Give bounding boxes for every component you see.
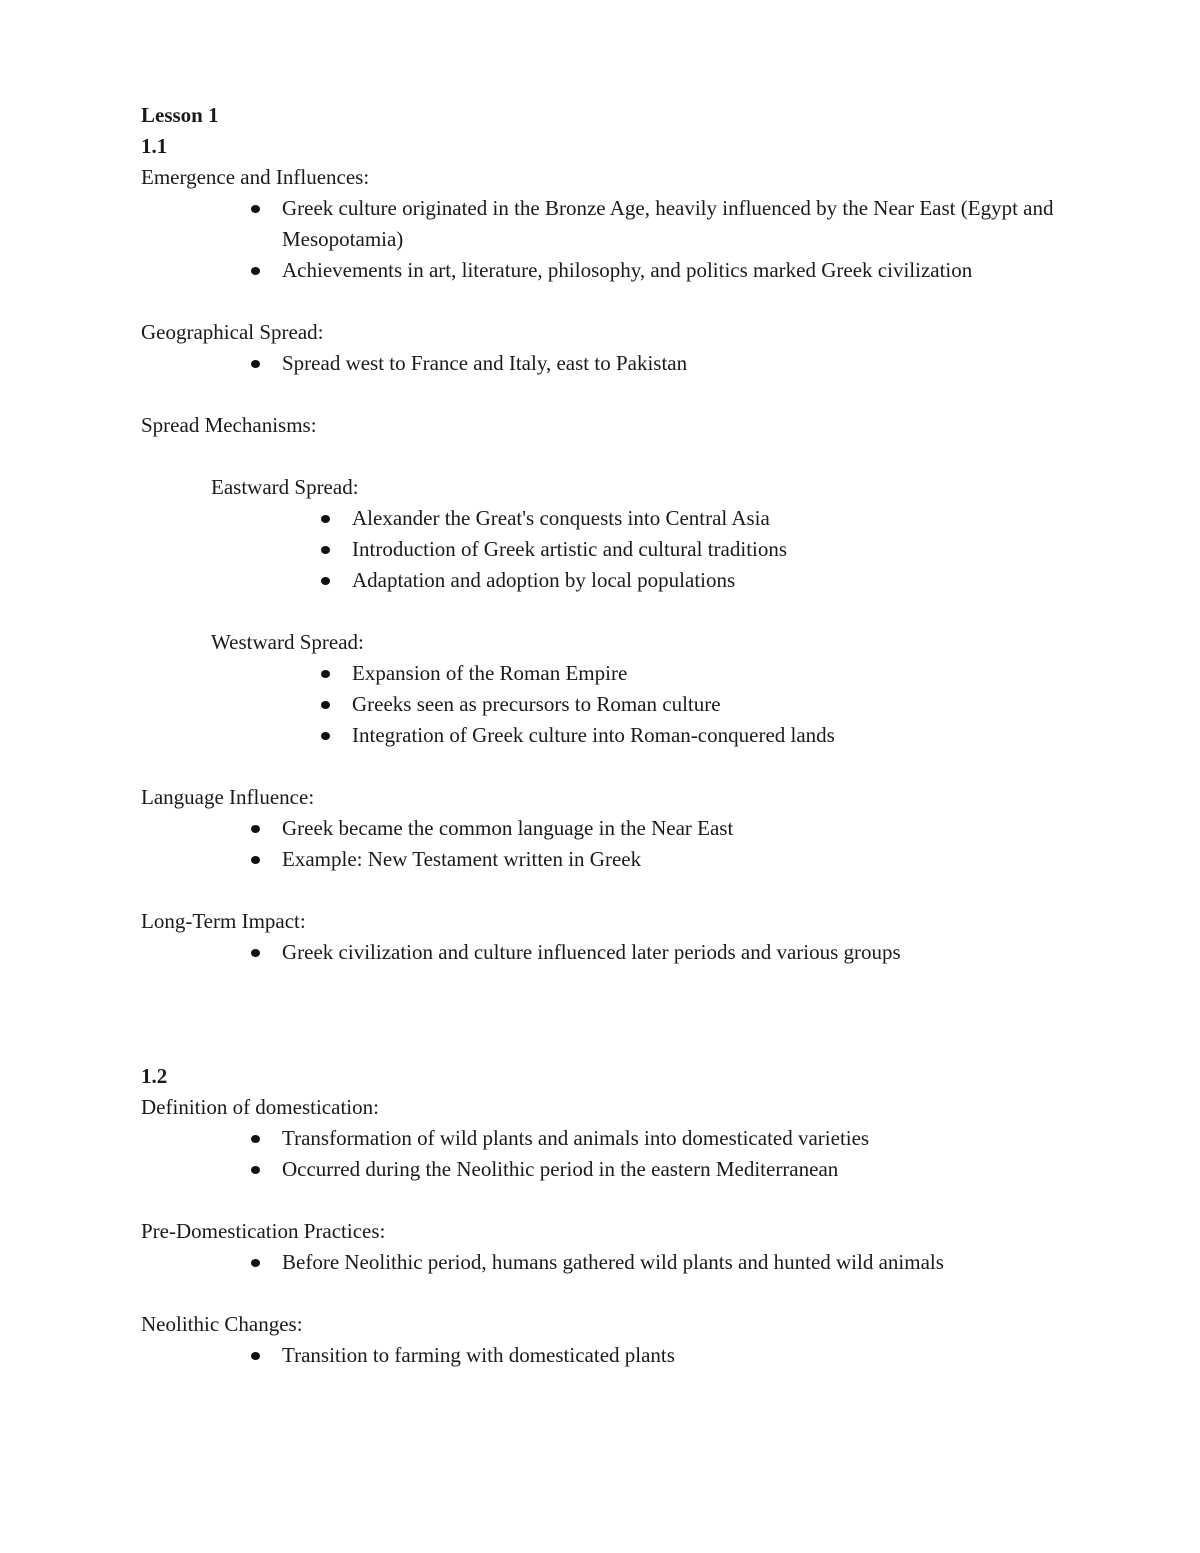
section-number-1-1: 1.1	[141, 134, 168, 158]
heading-westward: Westward Spread:	[211, 630, 364, 654]
bullet-icon	[251, 1135, 260, 1143]
bullet-icon	[251, 205, 260, 213]
list-item: Expansion of the Roman Empire	[141, 658, 1101, 689]
bullet-icon	[321, 670, 330, 678]
list-item: Transformation of wild plants and animals into domesticated varieties	[141, 1123, 1101, 1154]
list-item: Transition to farming with domesticated plants	[141, 1340, 1101, 1371]
list-language	[141, 813, 1101, 875]
list-item: Spread west to France and Italy, east to Pakistan	[141, 348, 1101, 379]
list-item: Achievements in art, literature, philosophy, and politics marked Greek civilization	[141, 255, 1101, 286]
bullet-icon	[321, 701, 330, 709]
list-item: Alexander the Great's conquests into Central Asia	[141, 503, 1101, 534]
list-item: Adaptation and adoption by local populations	[141, 565, 1101, 596]
list-predomestication	[141, 1247, 1101, 1278]
document-page	[141, 100, 1101, 1371]
list-westward	[141, 658, 1101, 751]
heading-mechanisms: Spread Mechanisms:	[141, 413, 317, 437]
bullet-icon	[251, 360, 260, 368]
heading-language: Language Influence:	[141, 785, 315, 809]
list-item: Occurred during the Neolithic period in the eastern Mediterranean	[141, 1154, 1101, 1185]
bullet-icon	[251, 949, 260, 957]
list-neolithic	[141, 1340, 1101, 1371]
bullet-icon	[251, 1352, 260, 1360]
heading-impact: Long-Term Impact:	[141, 909, 306, 933]
bullet-icon	[251, 1166, 260, 1174]
list-item: Greek culture originated in the Bronze Age, heavily influenced by the Near East (Egypt and Mesopotamia)	[141, 193, 1101, 255]
list-item: Greek became the common language in the Near East	[141, 813, 1101, 844]
bullet-icon	[251, 267, 260, 275]
section-number-1-2: 1.2	[141, 1064, 168, 1088]
bullet-icon	[251, 825, 260, 833]
list-item: Integration of Greek culture into Roman-conquered lands	[141, 720, 1101, 751]
bullet-icon	[321, 577, 330, 585]
heading-geography: Geographical Spread:	[141, 320, 324, 344]
bullet-icon	[251, 1259, 260, 1267]
list-item: Greeks seen as precursors to Roman culture	[141, 689, 1101, 720]
lesson-title: Lesson 1	[141, 103, 219, 127]
list-item: Example: New Testament written in Greek	[141, 844, 1101, 875]
heading-definition: Definition of domestication:	[141, 1095, 379, 1119]
heading-predomestication: Pre-Domestication Practices:	[141, 1219, 386, 1243]
bullet-icon	[251, 856, 260, 864]
list-item: Greek civilization and culture influenced later periods and various groups	[141, 937, 1101, 968]
list-item: Introduction of Greek artistic and cultural traditions	[141, 534, 1101, 565]
list-eastward	[141, 503, 1101, 596]
list-definition	[141, 1123, 1101, 1185]
list-item: Before Neolithic period, humans gathered wild plants and hunted wild animals	[141, 1247, 1101, 1278]
heading-neolithic: Neolithic Changes:	[141, 1312, 303, 1336]
list-impact	[141, 937, 1101, 968]
heading-eastward: Eastward Spread:	[211, 475, 359, 499]
list-emergence	[141, 193, 1101, 286]
heading-emergence: Emergence and Influences:	[141, 165, 370, 189]
bullet-icon	[321, 546, 330, 554]
bullet-icon	[321, 732, 330, 740]
list-geography	[141, 348, 1101, 379]
bullet-icon	[321, 515, 330, 523]
